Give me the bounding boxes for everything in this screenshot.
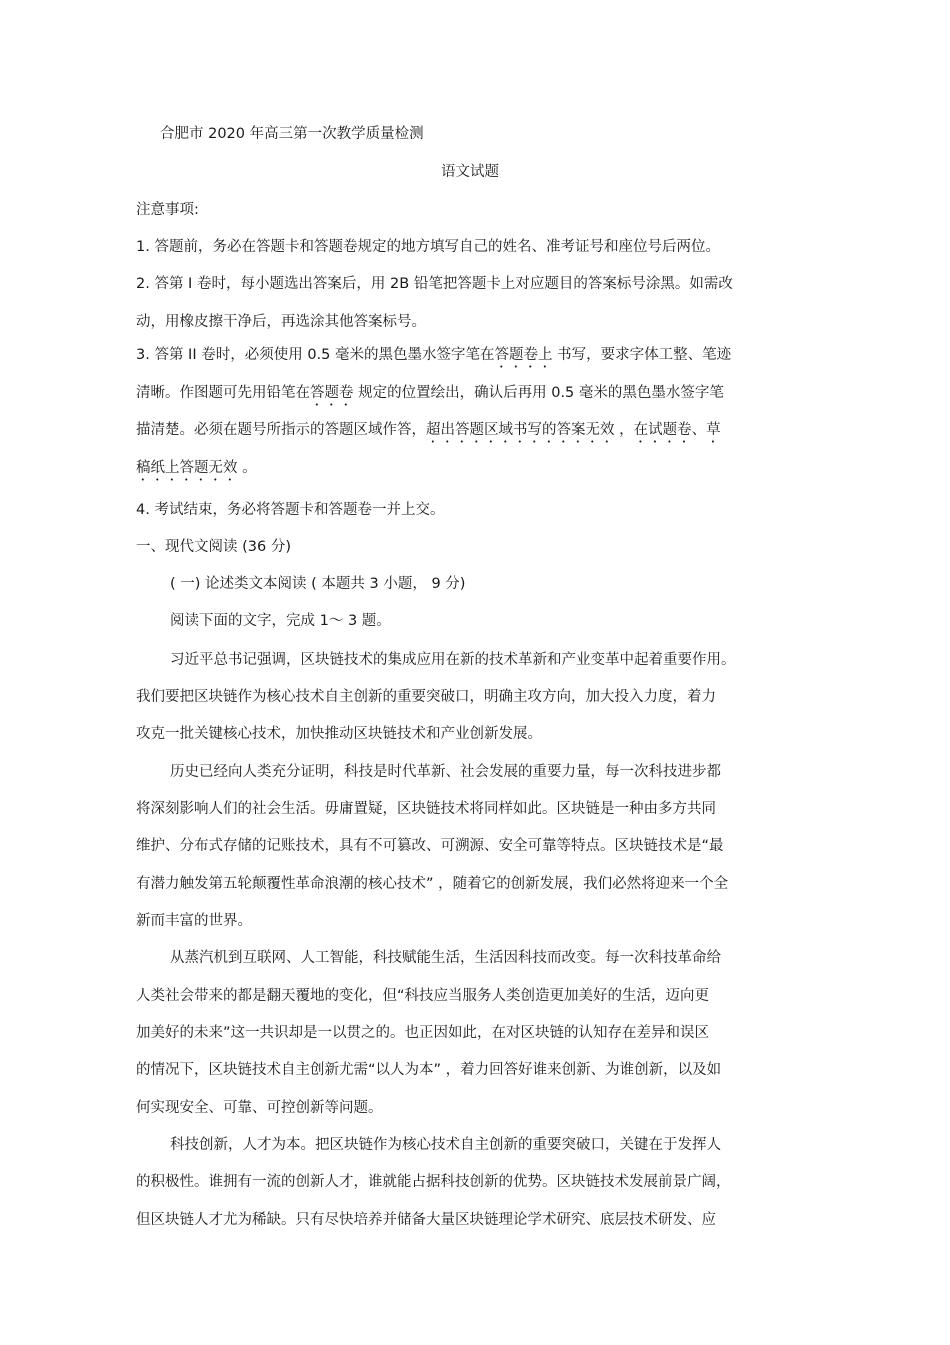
notice-item-2-line-1: 2. 答第 I 卷时，每小题选出答案后，用 2B 铅笔把答题卡上对应题目的答案标号涂黑。如需改 — [136, 276, 733, 292]
notice-item-3-line-1 — [136, 345, 731, 371]
section-heading: 一、现代文阅读 (36 分) — [136, 539, 291, 555]
passage-p3-line-1: 从蒸汽机到互联网、人工智能，科技赋能生活，生活因科技而改变。每一次科技革命给 — [170, 950, 721, 966]
passage-p2-line-3: 维护、分布式存储的记账技术，具有不可篡改、可溯源、安全可靠等特点。区块链技术是“最 — [136, 838, 724, 854]
passage-p4-line-1: 科技创新，人才为本。把区块链作为核心技术自主创新的重要突破口，关键在于发挥人 — [170, 1137, 721, 1153]
notice-item-3-emphasis-draft-invalid: 稿纸上答题无效 — [136, 460, 238, 476]
passage-p3-line-3: 加美好的未来”这一共识却是一以贯之的。也正因如此，在对区块链的认知存在差异和误区 — [136, 1025, 710, 1041]
passage-p1-line-3: 攻克一批关键核心技术，加快推动区块链技术和产业创新发展。 — [136, 726, 542, 742]
notice-item-3-emphasis-draft: 在试题卷、草 — [633, 422, 721, 438]
reading-instruction: 阅读下面的文字，完成 1～ 3 题。 — [170, 613, 391, 629]
notice-item-3-line-4 — [136, 458, 257, 484]
subject-title: 语文试题 — [441, 164, 499, 180]
passage-p2-line-1: 历史已经向人类充分证明，科技是时代革新、社会发展的重要力量，每一次科技进步都 — [170, 764, 721, 780]
passage-p3-line-5: 何实现安全、可靠、可控创新等问题。 — [136, 1100, 383, 1116]
notice-item-3-emphasis-invalid-area: 超出答题区域书写的答案无效 — [426, 422, 615, 438]
passage-p2-line-5: 新而丰富的世界。 — [136, 913, 252, 929]
passage-p3-line-4: 的情况下，区块链技术自主创新尤需“以人为本” ，着力回答好谁来创新、为谁创新，以及如 — [136, 1062, 722, 1078]
notice-item-3-line-1-text-b: 书写，要求字体工整、笔迹 — [552, 347, 732, 363]
passage-p2-line-2: 将深刻影响人们的社会生活。毋庸置疑，区块链技术将同样如此。区块链是一种由多方共同 — [136, 801, 716, 817]
exam-title: 合肥市 2020 年高三第一次教学质量检测 — [160, 126, 424, 142]
notice-item-4: 4. 考试结束，务必将答题卡和答题卷一并上交。 — [136, 502, 445, 518]
notice-item-3-line-3 — [136, 420, 721, 446]
passage-p4-line-3: 但区块链人才尤为稀缺。只有尽快培养并储备大量区块链理论学术研究、底层技术研发、应 — [136, 1212, 716, 1228]
notice-item-1: 1. 答题前，务必在答题卡和答题卷规定的地方填写自己的姓名、准考证号和座位号后两位。 — [136, 239, 720, 255]
notice-item-3-emphasis-answer-sheet-2: 答题卷 — [310, 385, 354, 401]
notice-item-3-line-4-text: 。 — [237, 460, 257, 476]
passage-p2-line-4: 有潜力触发第五轮颠覆性革命浪潮的核心技术” ，随着它的创新发展，我们必然将迎来一个全 — [136, 876, 729, 892]
notice-item-2-line-2: 动，用橡皮擦干净后，再选涂其他答案标号。 — [136, 314, 426, 330]
passage-p1-line-2: 我们要把区块链作为核心技术自主创新的重要突破口，明确主攻方向，加大投入力度，着力 — [136, 689, 716, 705]
notice-item-3-line-2 — [136, 383, 724, 409]
subsection-heading: ( 一) 论述类文本阅读 ( 本题共 3 小题， 9 分) — [170, 576, 466, 592]
notice-item-3-line-3-text-a: 描清楚。必须在题号所指示的答题区域作答， — [136, 422, 426, 438]
passage-p1-line-1: 习近平总书记强调，区块链技术的集成应用在新的技术革新和产业变革中起着重要作用。 — [170, 652, 736, 668]
notice-item-3-line-2-text-a: 清晰。作图题可先用铅笔在 — [136, 385, 310, 401]
notice-item-3-line-3-text-b: ， — [614, 422, 634, 438]
notice-item-3-line-1-text-a: 3. 答第 II 卷时，必须使用 0.5 毫米的黑色墨水签字笔在 — [136, 347, 495, 363]
passage-p4-line-2: 的积极性。谁拥有一流的创新人才，谁就能占据科技创新的优势。区块链技术发展前景广阔， — [136, 1174, 731, 1190]
notice-item-3-emphasis-answer-sheet: 答题卷上 — [494, 347, 553, 363]
notice-heading: 注意事项: — [136, 202, 199, 218]
notice-item-3-line-2-text-b: 规定的位置绘出，确认后再用 0.5 毫米的黑色墨水签字笔 — [353, 385, 724, 401]
passage-p3-line-2: 人类社会带来的都是翻天覆地的变化，但“科技应当服务人类创造更加美好的生活，迈向更 — [136, 988, 710, 1004]
